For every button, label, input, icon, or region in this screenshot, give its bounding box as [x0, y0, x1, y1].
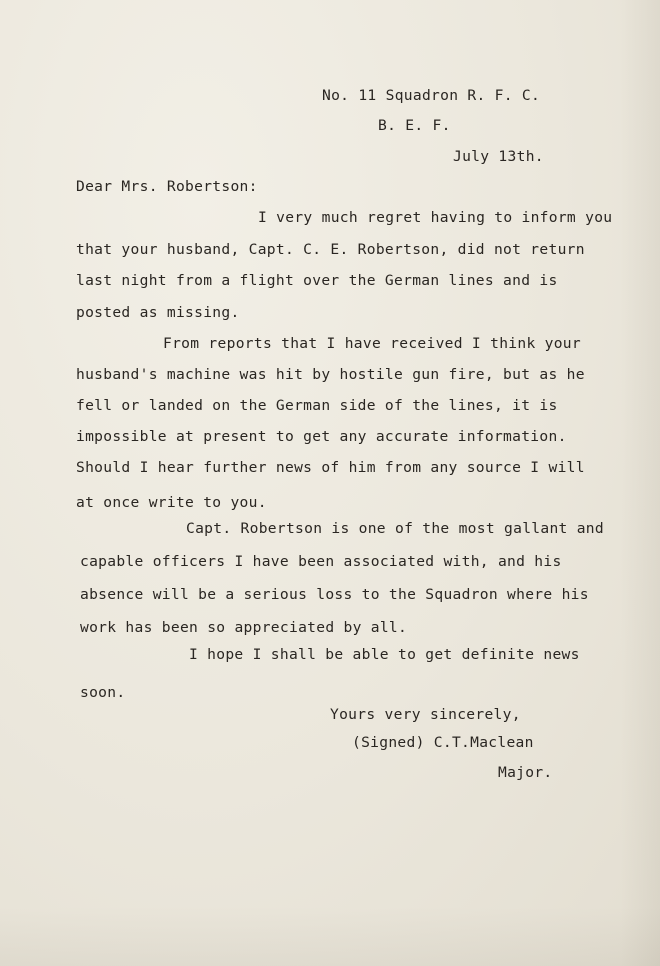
- paragraph-3-line-4: work has been so appreciated by all.: [80, 619, 408, 636]
- signer-rank: Major.: [498, 764, 553, 781]
- salutation: Dear Mrs. Robertson:: [76, 178, 258, 195]
- paragraph-2-line-6: at once write to you.: [76, 494, 267, 511]
- paragraph-2-line-4: impossible at present to get any accurate information.: [76, 428, 567, 445]
- paragraph-3-line-2: capable officers I have been associated with, and his: [80, 553, 562, 570]
- header-date: July 13th.: [453, 148, 544, 165]
- paragraph-1-line-1: I very much regret having to inform you: [258, 209, 613, 226]
- paragraph-1-line-4: posted as missing.: [76, 304, 240, 321]
- valediction: Yours very sincerely,: [330, 706, 521, 723]
- paragraph-2-line-2: husband's machine was hit by hostile gun fire, but as he: [76, 366, 585, 383]
- header-force: B. E. F.: [378, 117, 451, 134]
- paragraph-2-line-5: Should I hear further news of him from any source I will: [76, 459, 585, 476]
- paragraph-4-line-2: soon.: [80, 684, 126, 701]
- paragraph-2-line-1: From reports that I have received I think your: [163, 335, 581, 352]
- paragraph-3-line-1: Capt. Robertson is one of the most gallant and: [186, 520, 604, 537]
- paragraph-3-line-3: absence will be a serious loss to the Squadron where his: [80, 586, 589, 603]
- paragraph-4-line-1: I hope I shall be able to get definite news: [189, 646, 580, 663]
- paragraph-1-line-3: last night from a flight over the German lines and is: [76, 272, 558, 289]
- signature-line: (Signed) C.T.Maclean: [352, 734, 534, 751]
- paragraph-1-line-2: that your husband, Capt. C. E. Robertson, did not return: [76, 241, 585, 258]
- header-squadron: No. 11 Squadron R. F. C.: [322, 87, 541, 104]
- paragraph-2-line-3: fell or landed on the German side of the lines, it is: [76, 397, 558, 414]
